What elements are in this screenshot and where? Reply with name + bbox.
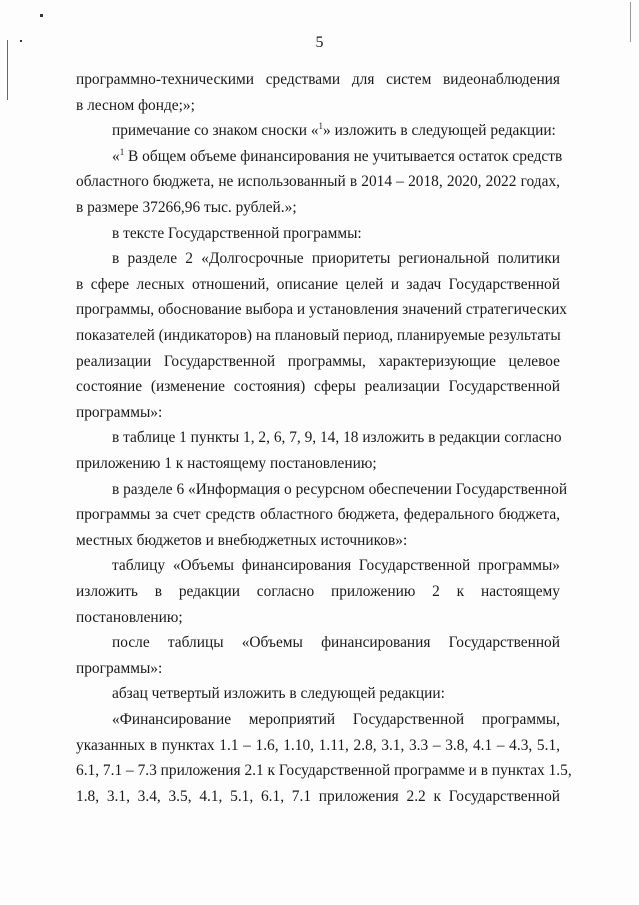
text-line-tail: » изложить в следующей редакции: [323,122,556,140]
text-line: постановлению; [76,608,183,626]
text-line: программы за счет средств областного бюджета, федерального бюджета, [76,506,560,524]
text-line: «Финансирование мероприятий Государственной программы, [112,711,560,728]
text-line [112,121,560,141]
text-line: абзац четвертый изложить в следующей редакции: [112,685,445,703]
text-line-tail: В общем объеме финансирования не учитывается остаток средств [124,147,563,165]
text-line-head: « [112,147,120,165]
text-line: 1.8, 3.1, 3.4, 3.5, 4.1, 5.1, 6.1, 7.1 приложения 2.2 к Государственной [76,787,560,805]
text-line: областного бюджета, не использованный в 2014 – 2018, 2020, 2022 годах, [76,173,560,191]
text-line: в таблице 1 пункты 1, 2, 6, 7, 9, 14, 18 изложить в редакции согласно [112,429,562,447]
text-line: в сфере лесных отношений, описание целей и задач Государственной [76,275,560,293]
text-line: 6.1, 7.1 – 7.3 приложения 2.1 к Государственной программе и в пунктах 1.5, [76,762,572,780]
text-line: таблицу «Объемы финансирования Государственной программы» [112,557,560,575]
text-line: указанных в пунктах 1.1 – 1.6, 1.10, 1.11, 2.8, 3.1, 3.3 – 3.8, 4.1 – 4.3, 5.1, [76,736,560,754]
text-line: приложению 1 к настоящему постановлению; [76,455,377,472]
text-line: в лесном фонде;»; [76,96,195,114]
text-line: программно-техническими средствами для систем видеонаблюдения [76,71,560,88]
scan-artifact-top [40,14,43,17]
text-line: показателей (индикаторов) на плановый период, планируемые результаты [76,327,561,344]
text-line-head: примечание со знаком сноски « [112,122,319,140]
text-line: изложить в редакции согласно приложению 2 к настоящему [76,583,560,600]
page-number: 5 [315,34,324,51]
text-line: программы»: [76,403,163,421]
text-line: в разделе 6 «Информация о ресурсном обеспечении Государственной [112,480,568,498]
text-line: программы, обоснование выбора и установления значений стратегических [76,301,567,319]
footnote-marker: 1 [318,121,324,132]
text-line: реализации Государственной программы, характеризующие целевое [76,352,560,370]
text-line: местных бюджетов и внебюджетных источников»: [76,531,408,549]
text-line: в разделе 2 «Долгосрочные приоритеты региональной политики [112,250,560,268]
text-line [112,146,563,167]
text-line: в размере 37266,96 тыс. рублей.»; [76,199,297,216]
footnote-marker: 1 [119,146,125,157]
text-line: программы»: [76,659,163,677]
text-line: после таблицы «Объемы финансирования Государственной [112,634,560,652]
text-line: в тексте Государственной программы: [112,224,362,242]
text-line: состояние (изменение состояния) сферы реализации Государственной [76,378,560,396]
